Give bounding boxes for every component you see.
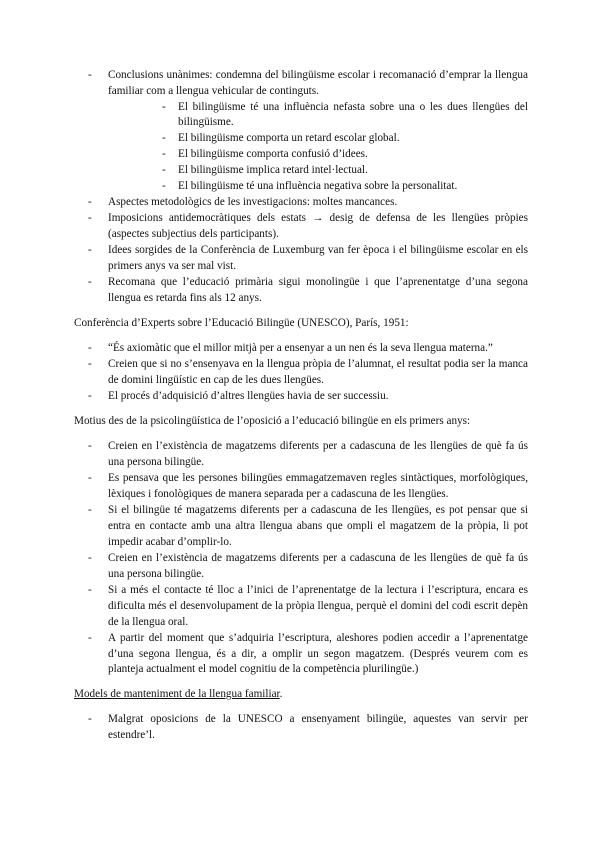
list-item-text: Si el bilingüe té magatzems diferents per a cadascuna de les llengües, es pot pensar que si entra en contacte amb una altra llengua abans que ompli el magatzem de la pròpia, li pot impedir acabar d’omplir-lo.: [108, 503, 528, 548]
list-item: [74, 243, 528, 275]
list-item-text: Creien en l’existència de magatzems diferents per a cadascuna de les llengües de què fa ús una persona bilingüe.: [108, 551, 528, 580]
list-item: [74, 275, 528, 307]
sub-list-item-text: El bilingüisme implica retard intel·lectual.: [178, 163, 368, 176]
maintenance-list: [74, 712, 528, 744]
dash-bullet: -: [88, 69, 92, 81]
list-item: [74, 439, 528, 471]
list-item-text: A partir del moment que s’adquiria l’escriptura, aleshores podien accedir a l’aprenentatge d’una segona llengua, és a dir, a omplir un segon magatzem. (Després veurem com es planteja actualment el model cognitiu de la competència plurilingüe.): [108, 631, 528, 676]
list-item: [74, 341, 528, 357]
sub-list: [108, 100, 528, 195]
dash-bullet: -: [162, 179, 166, 192]
list-item-text: Creien en l’existència de magatzems diferents per a cadascuna de les llengües de què fa ús una persona bilingüe.: [108, 439, 528, 468]
conclusions-list: [74, 68, 528, 307]
section-heading-period: .: [279, 688, 283, 701]
dash-bullet: -: [88, 712, 92, 725]
list-item: [74, 551, 528, 583]
dash-bullet: -: [88, 212, 92, 225]
sub-list-item-text: El bilingüisme comporta un retard escolar global.: [178, 132, 400, 145]
psycholinguistics-list: [74, 439, 528, 678]
sub-list-item: [108, 163, 528, 179]
list-item: [74, 357, 528, 389]
list-item-text: Imposicions antidemocràtiques dels estats → desig de defensa de les llengües pròpies (aspectes subjectius dels participants).: [108, 212, 528, 240]
section-heading-text: Models de manteniment de la llengua familiar: [74, 688, 280, 701]
dash-bullet: -: [162, 147, 166, 160]
sub-list-item: [108, 131, 528, 147]
dash-bullet: -: [88, 583, 92, 596]
list-item-text: Conclusions unànimes: condemna del bilingüisme escolar i recomanació d’emprar la llengua familiar com a llengua vehicular de continguts.: [108, 69, 528, 97]
list-item: [74, 211, 528, 243]
sub-list-item: [108, 179, 528, 195]
sub-list-item: [108, 147, 528, 163]
dash-bullet: -: [88, 503, 92, 516]
sub-list-item-text: El bilingüisme té una influència nefasta sobre una o les dues llengües del bilingüisme.: [178, 100, 528, 129]
sub-list-item: [108, 100, 528, 132]
list-item: [74, 503, 528, 550]
list-item-text: Aspectes metodològics de les investigacions: moltes mancances.: [108, 195, 398, 208]
list-item-text: Recomana que l’educació primària sigui monolingüe i que l’aprenentatge d’una segona llengua es retarda fins als 12 anys.: [108, 276, 528, 305]
dash-bullet: -: [88, 276, 92, 289]
list-item: [74, 631, 528, 678]
section-heading-psycholinguistics: Motius des de la psicolingüística de l’oposició a l’educació bilingüe en els primers anys:: [74, 414, 471, 427]
section-heading-unesco: Conferència d’Experts sobre l’Educació Bilingüe (UNESCO), París, 1951:: [74, 316, 409, 329]
unesco-list: [74, 341, 528, 405]
dash-bullet: -: [88, 631, 92, 644]
list-item: [74, 471, 528, 503]
dash-bullet: -: [88, 341, 92, 354]
list-item: [74, 68, 528, 194]
list-item-text: “És axiomàtic que el millor mitjà per a ensenyar a un nen és la seva llengua materna.”: [108, 341, 493, 354]
list-item: [74, 583, 528, 630]
list-item-text: Malgrat oposicions de la UNESCO a ensenyament bilingüe, aquestes van servir per estendre’l.: [108, 712, 528, 741]
sub-list-item-text: El bilingüisme comporta confusió d’idees.: [178, 147, 368, 160]
list-item: [74, 712, 528, 744]
list-item: [74, 389, 528, 405]
list-item-text: Es pensava que les persones bilingües emmagatzemaven regles sintàctiques, morfològiques, lèxiques i fonològiques de manera separada per a cadascuna de les llengües.: [108, 471, 528, 500]
list-item-text: Idees sorgides de la Conferència de Luxemburg van fer època i el bilingüisme escolar en els primers anys va ser mal vist.: [108, 244, 528, 273]
dash-bullet: -: [88, 439, 92, 452]
sub-list-item-text: El bilingüisme té una influència negativa sobre la personalitat.: [178, 179, 458, 192]
dash-bullet: -: [88, 471, 92, 484]
dash-bullet: -: [88, 551, 92, 564]
dash-bullet: -: [88, 244, 92, 257]
list-item: [74, 195, 528, 211]
dash-bullet: -: [162, 132, 166, 145]
dash-bullet: -: [88, 358, 92, 371]
list-item-text: Si a més el contacte té lloc a l’inici de l’aprenentatge de la lectura i l’escriptura, encara es dificulta més el desenvolupament de la pròpia llengua, perquè el domini del codi escrit depèn de la llengua oral.: [108, 583, 528, 628]
list-item-text: El procés d’adquisició d’altres llengües havia de ser successiu.: [108, 390, 389, 403]
section-heading-maintenance-models: [74, 687, 528, 703]
document-body: [74, 68, 528, 744]
dash-bullet: -: [88, 195, 92, 208]
dash-bullet: -: [88, 390, 92, 403]
dash-bullet: -: [162, 100, 166, 113]
list-item-text: Creien que si no s’ensenyava en la llengua pròpia de l’alumnat, el resultat podia ser la manca de domini lingüístic en cap de les dues llengües.: [108, 358, 528, 386]
dash-bullet: -: [162, 163, 166, 176]
